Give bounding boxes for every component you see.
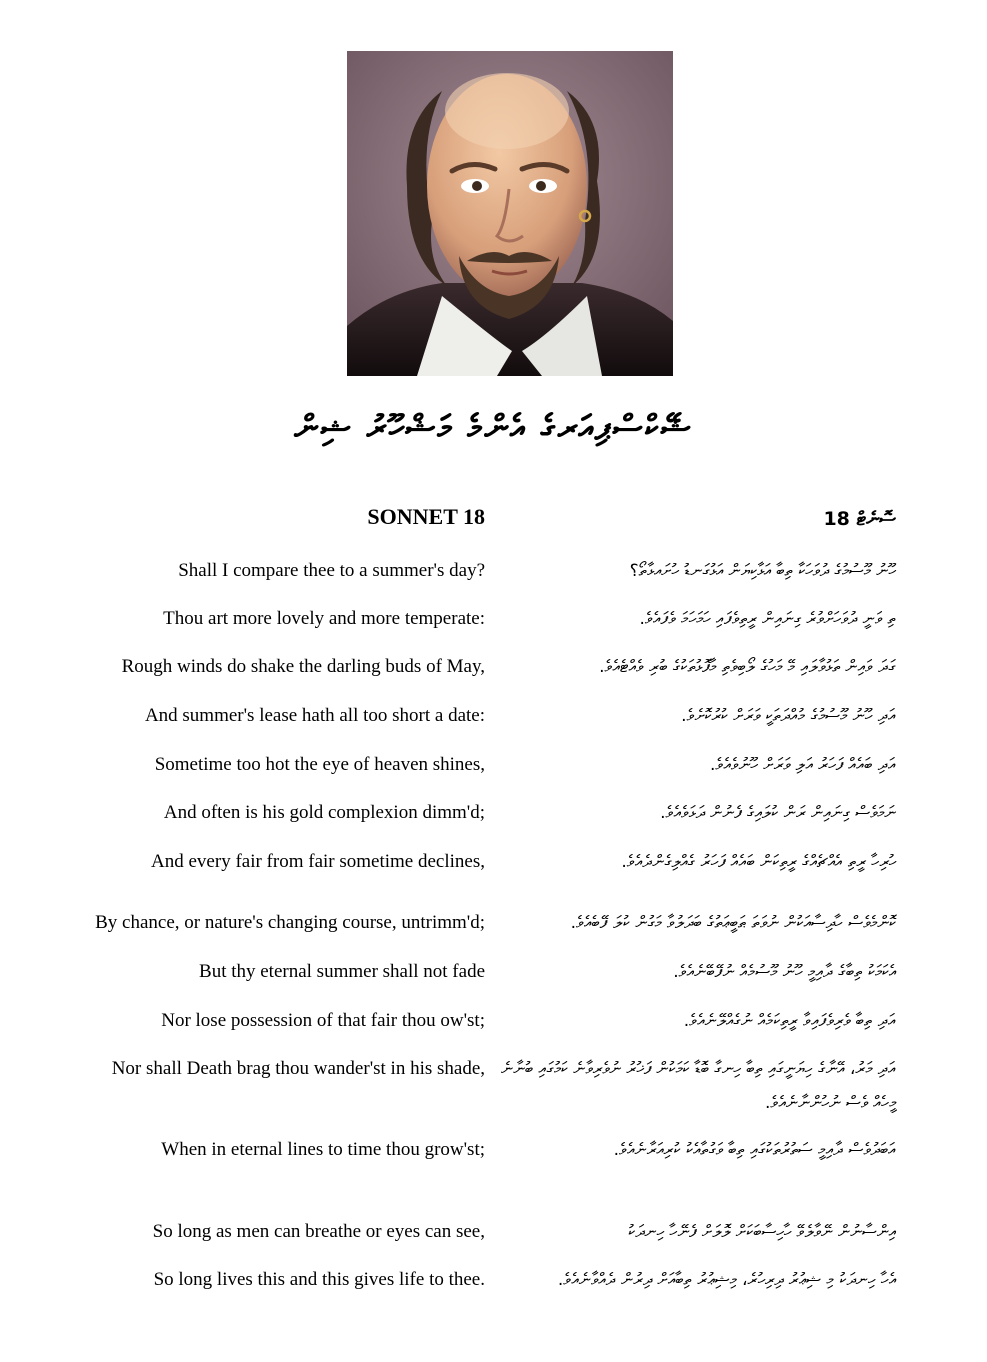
line-dv: ގަދަ ވައިން ތަޅުވާލައި މޭ މަހުގެ ލޯބިވެތި މާފޮޅުތަކުގެ ބުރި ވެއްޓެއެވެ. [599, 657, 896, 677]
sonnet-line [0, 1010, 987, 1054]
line-en: And often is his gold complexion dimm'd; [163, 802, 485, 823]
line-en: So long lives this and this gives life to thee. [153, 1269, 485, 1290]
line-en: When in eternal lines to time thou grow'st; [161, 1139, 485, 1160]
sonnet-line [0, 608, 987, 652]
line-dv: އެކަމަކު ތިބާގެ ދާއިމީ ހޫނު މޫސުމެއް ނުފޭބޭނެއެވެ. [673, 962, 896, 982]
line-dv: އަދި މަރު، އޭނާގެ ހިޔަނީގައި ތިބާ ހިނގާ ބޮޑާ ކަމަކުން ފަޚުރު ނުވެރިވާނެ ކަމުގައި ބުނާނެ މީހެއް ވެސް ނުހުންނާނެއެވެ. [500, 1059, 896, 1113]
line-dv: އަބަދުވެސް ދާއިމީ ސަތުރުތަކުގައި ތިބާ ވަގުތާއެކު ކުރިއަރާނެއެވެ. [613, 1140, 896, 1160]
sonnet-line [0, 754, 987, 798]
sonnet-line [0, 912, 987, 956]
shakespeare-portrait [347, 51, 673, 376]
sonnet-line [0, 1139, 987, 1219]
sonnet-line [0, 1269, 987, 1349]
sonnet-line [0, 961, 987, 1005]
line-dv: ނަމަވެސް ގިނައިން ރަން ކުލައިގެ ފެނުން ދަޅަވެއެވެ. [660, 803, 896, 823]
line-dv: ހުރިހާ ރީތި އެއްޗެއްގެ ރީތިކަން ބައެއް ފަހަރު ގެއްލިގެންދެއެވެ. [621, 852, 896, 872]
line-dv: އެހާ ހިނދަކު މި ޝިޢުރު ދިރިހުރެ، މިޝިޢުރު ތިބާއަށް ދިރުން ދެއްވާނެއެވެ. [557, 1270, 896, 1290]
line-en: Rough winds do shake the darling buds of May, [121, 656, 485, 677]
line-en: And every fair from fair sometime declines, [151, 851, 485, 872]
line-en: And summer's lease hath all too short a date: [144, 705, 485, 726]
sonnet-line [0, 1058, 987, 1138]
line-en: Nor lose possession of that fair thou ow'st; [161, 1010, 485, 1031]
sonnet-heading-dv: ސޮނެޓް 18 [823, 508, 896, 530]
line-dv: ހޫނު މޫސުމުގެ ދުވަހަކާ ތިބާ އަޅާކިޔަން އަޅުގަނޑު ހުށައޅާތޯ؟ [629, 561, 896, 581]
line-dv: ތި ވަނީ ދުވަހަށްވުރެ ގިނައިން ރީތިވެފައި ހަމަހަމަ ވެފައެވެ. [639, 609, 896, 629]
line-en: Nor shall Death brag thou wander'st in his shade, [111, 1058, 485, 1079]
line-en: Shall I compare thee to a summer's day? [178, 560, 485, 581]
line-en: By chance, or nature's changing course, untrimm'd; [95, 912, 485, 933]
dhivehi-page-title: ޝޭކްސްޕިއަރގެ އެންމެ މަޝްހޫރު ޝިން [294, 408, 693, 448]
sonnet-line [0, 705, 987, 749]
line-en: Thou art more lovely and more temperate: [163, 608, 485, 629]
line-dv: އިންސާނުން ނޭވާލެވޭ ހާހިސާބަކަށް ލޮލަށް ފެނޭހާ ހިނދަކު [628, 1222, 896, 1242]
line-dv: އަދި ތިބާ ވެރިވެފައިވާ ރީތިކަމެއް ނުގެއްލޭނެއެވެ. [683, 1011, 896, 1031]
sonnet-line [0, 560, 987, 604]
sonnet-line [0, 802, 987, 846]
line-en: So long as men can breathe or eyes can see, [152, 1221, 485, 1242]
sonnet-heading-row [0, 504, 987, 552]
sonnet-line [0, 851, 987, 895]
sonnet-heading-en: SONNET 18 [367, 504, 485, 529]
sonnet-line [0, 1221, 987, 1265]
line-en: Sometime too hot the eye of heaven shines, [154, 754, 485, 775]
line-dv: ކޮންމެވެސް ހާދިސާއަކުން ނުވަތަ ޠަބީޢަތުގެ ބަދަލުވާ މަގުން ކުލަ ފޭބެއެވެ. [570, 913, 896, 933]
sonnet-line [0, 656, 987, 700]
line-dv: އަދި ހޫނު މޫސުމުގެ މުއްދަތަކީ ވަރަށް ކުރުކޮށެވެ. [681, 706, 896, 726]
line-dv: އަދި ބައެއް ފަހަރު އަލި ވަރަށް ހޫނުވެއެވެ. [710, 755, 896, 775]
line-en: But thy eternal summer shall not fade [199, 961, 485, 982]
